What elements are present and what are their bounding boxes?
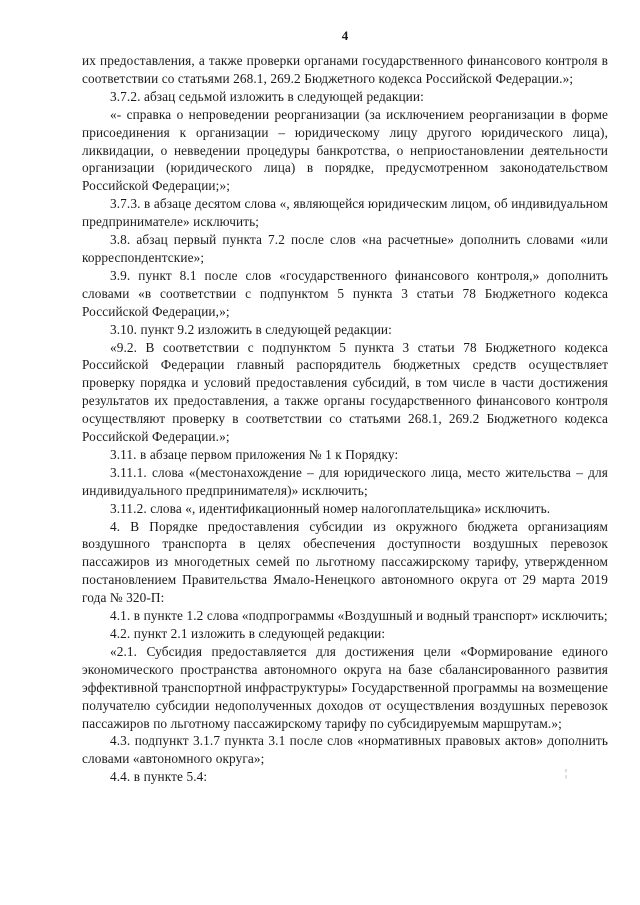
paragraph-3-11: 3.11. в абзаце первом приложения № 1 к Порядку:	[110, 446, 399, 462]
paragraph-4-1: 4.1. в пункте 1.2 слова «подпрограммы «Воздушный и водный транспорт» исключить;	[110, 608, 608, 624]
paragraph-quote-reorganization: «- справка о непроведении реорганизации (за исключением реорганизации в форме присоединения к организации – юридическому лицу другого юридического лица), ликвидации, о невведении процедуры банкротства, о неприостановлении деятельности организации (юридического лица) в порядке, предусмотренном законодательством Российской Федерации;»;	[82, 106, 608, 194]
paragraph-3-8: 3.8. абзац первый пункта 7.2 после слов «на расчетные» дополнить словами «или корреспондентские»;	[82, 232, 608, 265]
paragraph-continuation: их предоставления, а также проверки органами государственного финансового контроля в соответствии со статьями 268.1, 269.2 Бюджетного кодекса Российской Федерации.»;	[82, 53, 608, 86]
paragraph-4: 4. В Порядке предоставления субсидии из окружного бюджета организациям воздушного транспорта в целях обеспечения доступности воздушных перевозок пассажиров из многодетных семей по льготному пассажирскому тарифу, утвержденном постановлением Правительства Ямало-Ненецкого автономного округа от 29 марта 2019 года № 320-П:	[82, 518, 608, 606]
paragraph-3-10: 3.10. пункт 9.2 изложить в следующей редакции:	[110, 321, 392, 337]
paragraph-3-11-2: 3.11.2. слова «, идентификационный номер налогоплательщика» исключить.	[110, 500, 551, 516]
paragraph-4-2: 4.2. пункт 2.1 изложить в следующей редакции:	[110, 626, 386, 641]
paragraph-4-4: 4.4. в пункте 5.4:	[110, 769, 208, 785]
page-number: 4	[341, 28, 349, 43]
paragraph-quote-2-1: «2.1. Субсидия предоставляется для достижения цели «Формирование единого экономического пространства автономного округа на базе сбалансированного развития эффективной транспортной инфраструктуры» Государственной программы на возмещение получателю субсидии недополученных доходов от осуществления воздушных перевозок пассажиров по льготному пассажирскому тарифу по субсидируемым маршрутам.»;	[82, 643, 608, 731]
paragraph-quote-9-2: «9.2. В соответствии с подпунктом 5 пункта 3 статьи 78 Бюджетного кодекса Российской Федерации главный распорядитель бюджетных средств осуществляет проверку порядка и условий предоставления субсидий, в том числе в части достижения результатов их предоставления, а также органы государственного финансового контроля осуществляют проверку в соответствии со статьями 268.1, 269.2 Бюджетного кодекса Российской Федерации.»;	[82, 339, 608, 445]
scan-mark: ¦	[565, 768, 568, 779]
paragraph-3-9: 3.9. пункт 8.1 после слов «государственного финансового контроля,» дополнить словами «в соответствии с подпунктом 5 пункта 3 статьи 78 Бюджетного кодекса Российской Федерации,»;	[82, 267, 608, 319]
paragraph-3-11-1: 3.11.1. слова «(местонахождение – для юридического лица, место жительства – для индивидуального предпринимателя)» исключить;	[82, 464, 608, 498]
paragraph-3-7-3: 3.7.3. в абзаце десятом слова «, являющейся юридическим лицом, об индивидуальном предпринимателе» исключить;	[82, 196, 608, 230]
paragraph-3-7-2: 3.7.2. абзац седьмой изложить в следующей редакции:	[110, 88, 424, 104]
paragraph-4-3: 4.3. подпункт 3.1.7 пункта 3.1 после слов «нормативных правовых актов» дополнить словами «автономного округа»;	[82, 733, 608, 767]
